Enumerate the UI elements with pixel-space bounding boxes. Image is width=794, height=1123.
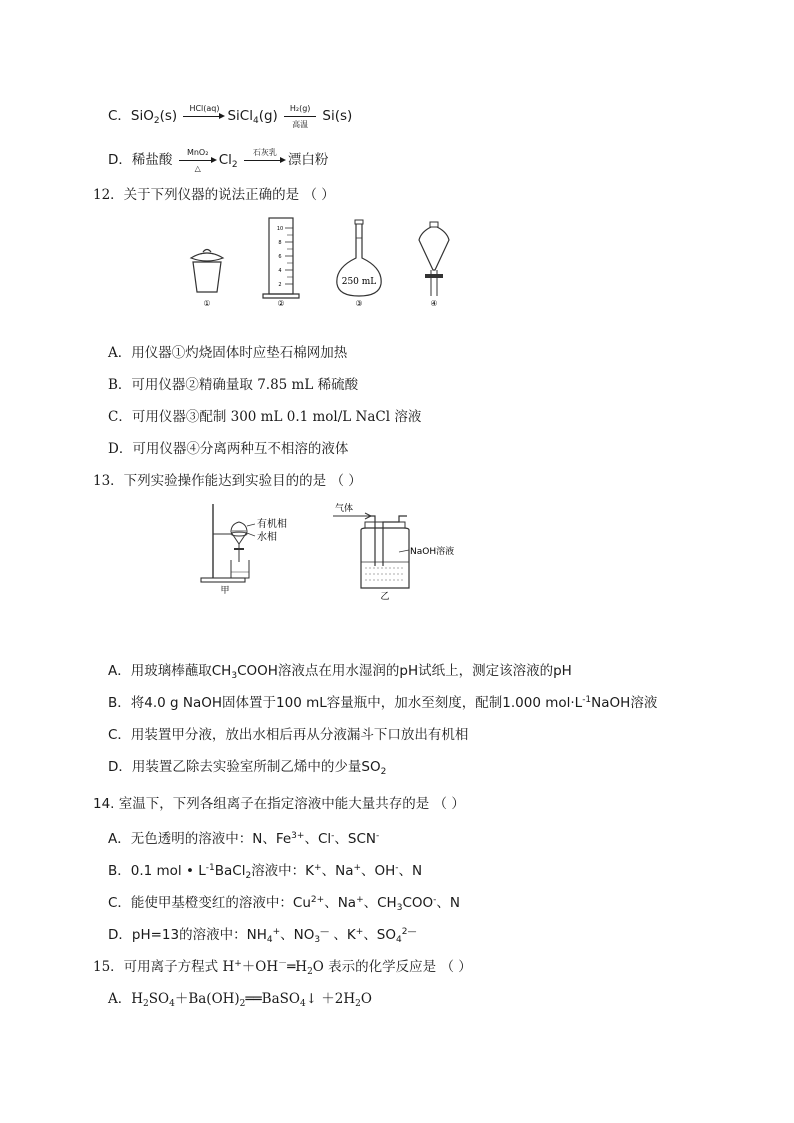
q12-option-c: C．可用仪器③配制 300 mL 0.1 mol/L NaCl 溶液	[108, 409, 422, 425]
reaction-arrow: MnO₂ △	[179, 150, 217, 170]
q13-option-c: C．用装置甲分液，放出水相后再从分液漏斗下口放出有机相	[108, 727, 469, 743]
q14-option-c: C．能使甲基橙变红的溶液中：$Cu^{2+}$、Na+、$CH_3COO^-$、N	[108, 895, 460, 913]
q12-option-d: D．可用仪器④分离两种互不相溶的液体	[108, 441, 349, 457]
q13-option-a: A．用玻璃棒蘸取$CH_3COOH$溶液点在用水湿润的pH试纸上，测定该溶液的pH	[108, 663, 572, 681]
reaction-arrow: 石灰乳	[244, 150, 286, 170]
q14-option-a: A．无色透明的溶液中：N、$Fe^{3+}$、Cl-、SCN-	[108, 831, 380, 847]
organic-phase-label: 有机相	[257, 519, 287, 530]
q14-option-b: B．0.1 mol • $L^{-1}BaCl_2$溶液中：K+、Na+、OH-、N	[108, 863, 423, 881]
aqueous-phase-label: 水相	[257, 532, 277, 543]
q13-option-d: D．用装置乙除去实验室所制乙烯中的少量$SO_2$	[108, 759, 387, 777]
label-3: ③	[355, 299, 363, 308]
q15-stem: 15．可用离子方程式 $H^++OH^-═H_2O$ 表示的化学反应是 （ ）	[93, 959, 472, 977]
label-1: ①	[203, 299, 211, 308]
crucible-icon	[191, 250, 223, 293]
label-4: ④	[430, 299, 438, 308]
q11-option-d: D．稀盐酸 MnO₂ △ $Cl_2$ 石灰乳 漂白粉	[108, 148, 329, 173]
q12-option-a: A．用仪器①灼烧固体时应垫石棉网加热	[108, 345, 348, 361]
q13-stem: 13．下列实验操作能达到实验目的的是 （ ）	[93, 473, 362, 489]
tick-label: 10	[276, 226, 284, 232]
reaction-arrow: H₂(g) 高温	[284, 106, 316, 126]
reaction-arrow: HCl(aq)	[183, 106, 225, 126]
q12-stem: 12．关于下列仪器的说法正确的是 （ ）	[93, 187, 335, 203]
q12-instruments-figure	[185, 212, 465, 312]
tick-label: 8	[278, 240, 282, 246]
apparatus-yi-label: 乙	[380, 592, 390, 602]
q13-option-b: B．将4.0 g NaOH固体置于100 mL容量瓶中，加水至刻度，配制1.000 $mol\cdot L^{-1}NaOH$溶液	[108, 695, 658, 711]
gas-label: 气体	[335, 504, 354, 514]
q11-option-c: C．SiO$_2$(s) HCl(aq) SiCl$_4$(g) H₂(g) 高温 Si(s)	[108, 104, 353, 129]
tick-label: 2	[278, 282, 282, 288]
q14-option-d: D．pH=13的溶液中：$NH_4^+$、$NO_3^—$ 、K+、$SO_4^{2—}$	[108, 927, 417, 945]
q12-option-b: B．可用仪器②精确量取 7.85 mL 稀硫酸	[108, 377, 359, 393]
apparatus-jia-label: 甲	[220, 586, 230, 596]
flask-volume-label: 250 mL	[341, 277, 377, 287]
tick-label: 4	[278, 268, 282, 274]
gas-washing-bottle-icon	[333, 513, 409, 588]
tick-label: 6	[278, 254, 282, 260]
label-2: ②	[277, 299, 285, 308]
ring-stand-funnel-icon	[201, 504, 255, 582]
q15-option-a: A．$H_2SO_4+Ba(OH)_2══BaSO_4↓ +2H_2O$	[108, 991, 372, 1009]
separatory-funnel-icon	[419, 222, 449, 296]
q13-apparatus-figure	[195, 500, 475, 600]
naoh-solution-label: NaOH溶液	[410, 547, 455, 557]
q14-stem: 14. 室温下，下列各组离子在指定溶液中能大量共存的是 （ ）	[93, 796, 465, 812]
